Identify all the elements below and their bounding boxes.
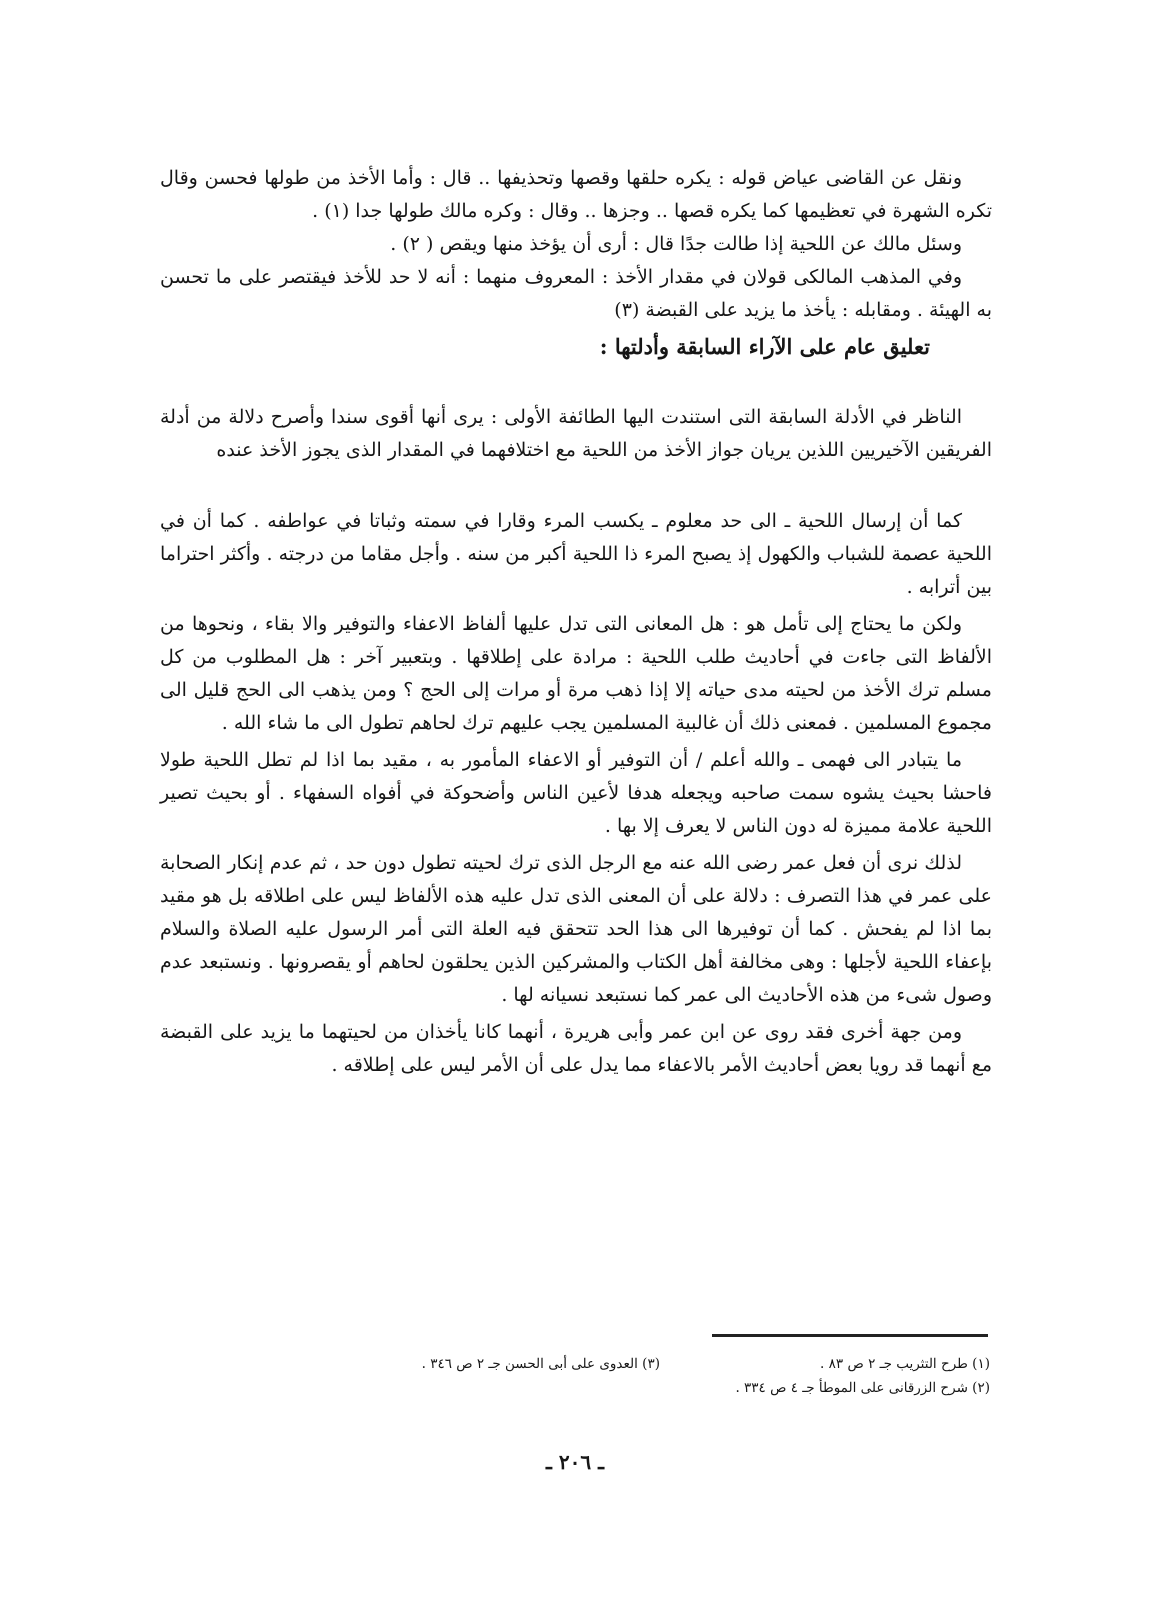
- spacer: [160, 467, 992, 505]
- paragraph-umar-action: لذلك نرى أن فعل عمر رضى الله عنه مع الرجل الذى ترك لحيته تطول دون حد ، ثم عدم إنكار الصحابة على عمر في هذا التصرف : دلالة على أن المعنى الذى تدل عليه هذه الألفاظ ليس على اطلاقه بل هو مقيد بما اذا لم يفحش . كما أن توفيرها الى هذا الحد تتحقق فيه العلة التى أمر الرسول عليه الصلاة والسلام بإعفاء اللحية لأجلها : وهى مخالفة أهل الكتاب والمشركين الذين يحلقون لحاهم أو يقصرونها . ونستبعد عدم وصول شىء من هذه الأحاديث الى عمر كما نستبعد نسيانه لها .: [160, 852, 992, 1006]
- page-number: ـ ٢٠٦ ـ: [546, 1450, 604, 1474]
- paragraph-author-understanding: ما يتبادر الى فهمى ـ والله أعلم / أن التوفير أو الاعفاء المأمور به ، مقيد بما اذا لم تطل اللحية طولا فاحشا بحيث يشوه سمت صاحبه ويجعله هدفا لأعين الناس وأضحوكة في أفواه السفهاء . أو بحيث تصير اللحية علامة مميزة له دون الناس لا يعرف إلا بها .: [160, 749, 992, 837]
- footnotes-right-column: [690, 1352, 990, 1400]
- footnote-divider: [712, 1334, 988, 1337]
- paragraph-needs-reflection: ولكن ما يحتاج إلى تأمل هو : هل المعانى التى تدل عليها ألفاظ الاعفاء والتوفير والا بقاء ، ونحوها من الألفاظ التى جاءت في أحاديث طلب اللحية : مرادة على إطلاقها . وبتعبير آخر : هل المطلوب من كل مسلم ترك الأخذ من لحيته مدى حياته إلا إذا ذهب مرة أو مرات إلى الحج ؟ ومن يذهب الى الحج قليل الى مجموع المسلمين . فمعنى ذلك أن غالبية المسلمين يجب عليهم ترك لحاهم تطول الى ما شاء الله .: [160, 613, 992, 734]
- footnote-2: (٢) شرح الزرقانى على الموطأ جـ ٤ ص ٣٣٤ .: [735, 1380, 990, 1396]
- page-body: [160, 162, 992, 1082]
- footnote-3: (٣) العدوى على أبى الحسن جـ ٢ ص ٣٤٦ .: [421, 1356, 660, 1372]
- footnotes-left-column: [330, 1352, 660, 1376]
- paragraph-ibn-umar-abu-hurayra: ومن جهة أخرى فقد روى عن ابن عمر وأبى هريرة ، أنهما كانا يأخذان من لحيتهما ما يزيد على القبضة مع أنهما قد رويا بعض أحاديث الأمر بالاعفاء مما يدل على أن الأمر ليس على إطلاقه .: [160, 1021, 992, 1076]
- paragraph-growing-beard: كما أن إرسال اللحية ـ الى حد معلوم ـ يكسب المرء وقارا في سمته وثباتا في عواطفه . كما أن في اللحية عصمة للشباب والكهول إذ يصبح المرء ذا اللحية أكبر من سنه . وأجل مقاما من درجته . وأكثر احتراما بين أترابه .: [160, 510, 992, 598]
- footnote-1: (١) طرح التثريب جـ ٢ ص ٨٣ .: [820, 1356, 990, 1372]
- paragraph-first-group-evidence: الناظر في الأدلة السابقة التى استندت اليها الطائفة الأولى : يرى أنها أقوى سندا وأصرح دلالة من أدلة الفريقين الآخيريين اللذين يريان جواز الأخذ من اللحية مع اختلافهما في المقدار الذى يجوز الأخذ عنده: [160, 406, 992, 461]
- paragraph-malik-question: وسئل مالك عن اللحية إذا طالت جدًا قال : أرى أن يؤخذ منها ويقص ( ٢) .: [390, 233, 962, 255]
- spacer: [160, 365, 992, 401]
- paragraph-qadi-iyad: ونقل عن القاضى عياض قوله : يكره حلقها وقصها وتحذيفها .. قال : وأما الأخذ من طولها فحسن وقال تكره الشهرة في تعظيمها كما يكره قصها .. وجزها .. وقال : وكره مالك طولها جدا (١) .: [160, 167, 992, 222]
- section-heading: تعليق عام على الآراء السابقة وأدلتها :: [599, 334, 930, 359]
- paragraph-maliki-madhhab: وفي المذهب المالكى قولان في مقدار الأخذ : المعروف منهما : أنه لا حد للأخذ فيقتصر على ما تحسن به الهيئة . ومقابله : يأخذ ما يزيد على القبضة (٣): [160, 266, 992, 321]
